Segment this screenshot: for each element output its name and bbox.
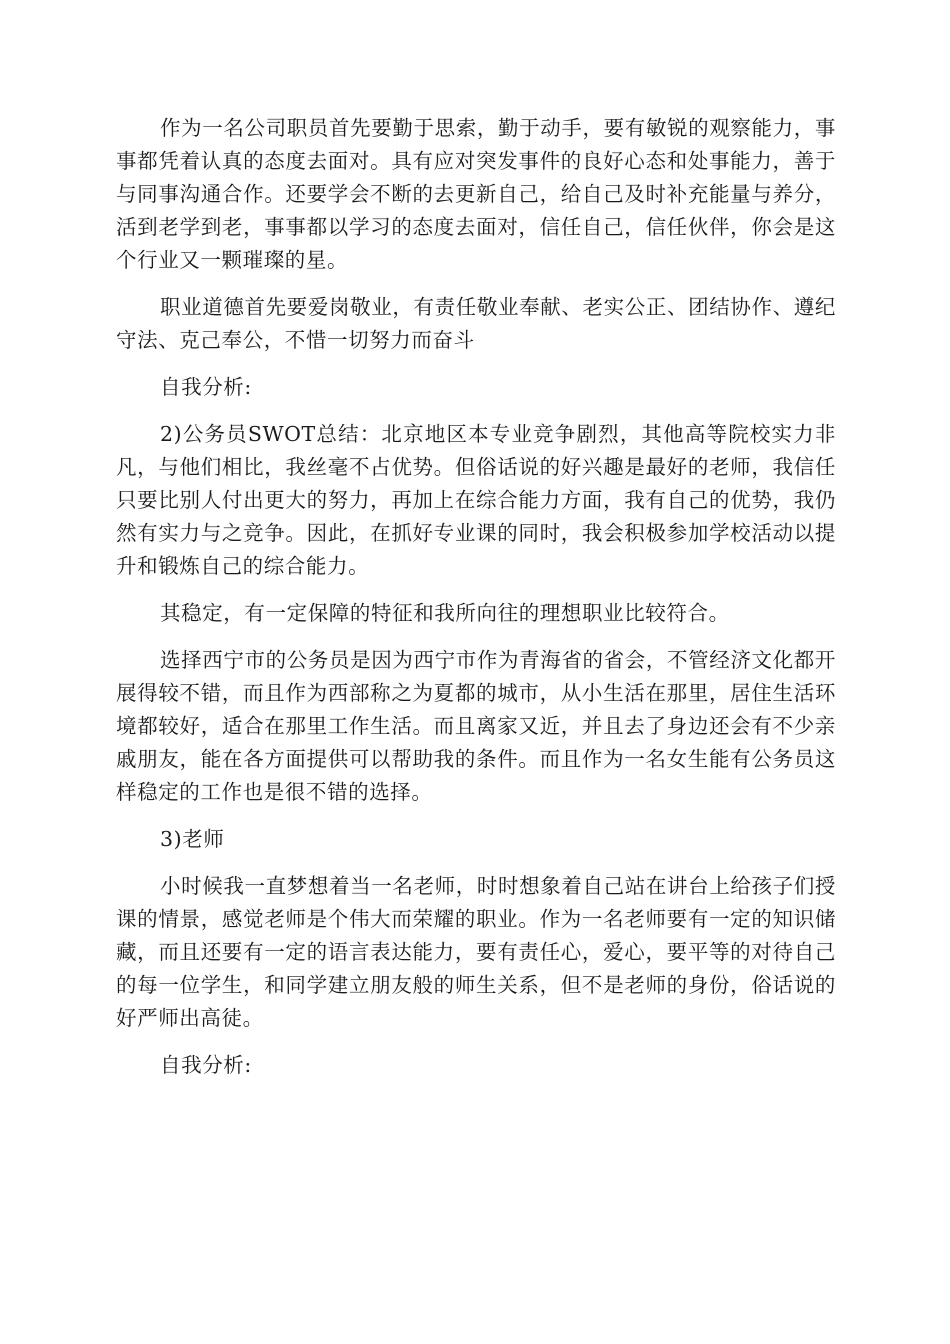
paragraph-teacher-heading: 3)老师: [160, 827, 225, 851]
paragraph-professional-ethics: 职业道德首先要爱岗敬业，有责任敬业奉献、老实公正、团结协作、遵纪守法、克己奉公，不惜一切努力而奋斗: [116, 295, 836, 352]
document-page: [116, 112, 836, 1096]
paragraph-stability: 其稳定，有一定保障的特征和我所向往的理想职业比较符合。: [160, 601, 730, 625]
paragraph-civil-servant-swot: 2)公务员SWOT总结：北京地区本专业竞争剧烈，其他高等院校实力非凡，与他们相比，我丝毫不占优势。但俗话说的好兴趣是最好的老师，我信任只要比别人付出更大的努力，再加上在综合能力方面，我有自己的优势，我仍然有实力与之竞争。因此，在抓好专业课的同时，我会积极参加学校活动以提升和锻炼自己的综合能力。: [116, 422, 836, 578]
paragraph-xining-choice: 选择西宁市的公务员是因为西宁市作为青海省的省会，不管经济文化都开展得较不错，而且作为西部称之为夏都的城市，从小生活在那里，居住生活环境都较好，适合在那里工作生活。而且离家又近，并且去了身边还会有不少亲戚朋友，能在各方面提供可以帮助我的条件。而且作为一名女生能有公务员这样稳定的工作也是很不错的选择。: [116, 648, 836, 804]
paragraph-self-analysis-heading: 自我分析:: [160, 375, 252, 399]
paragraph-self-analysis-heading-2: 自我分析:: [160, 1053, 252, 1077]
paragraph-teacher-dream: 小时候我一直梦想着当一名老师，时时想象着自己站在讲台上给孩子们授课的情景，感觉老师是个伟大而荣耀的职业。作为一名老师要有一定的知识储藏，而且还要有一定的语言表达能力，要有责任心，爱心，要平等的对待自己的每一位学生，和同学建立朋友般的师生关系，但不是老师的身份，俗话说的好严师出高徒。: [116, 874, 836, 1030]
paragraph-employee-qualities: 作为一名公司职员首先要勤于思索，勤于动手，要有敏锐的观察能力，事事都凭着认真的态度去面对。具有应对突发事件的良好心态和处事能力，善于与同事沟通合作。还要学会不断的去更新自己，给自己及时补充能量与养分，活到老学到老，事事都以学习的态度去面对，信任自己，信任伙伴，你会是这个行业又一颗璀璨的星。: [116, 116, 836, 272]
